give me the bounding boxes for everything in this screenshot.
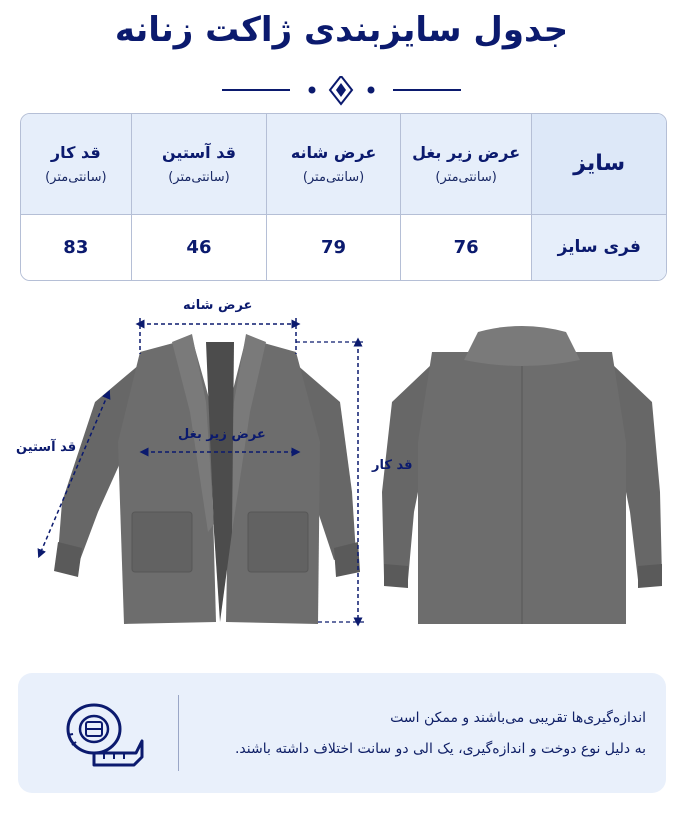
garment-illustration <box>0 292 683 642</box>
column-header-unit: (سانتی‌متر) <box>302 169 365 185</box>
column-header-length <box>21 114 131 214</box>
disclaimer-line-2: به دلیل نوع دوخت و اندازه‌گیری، یک الی دو سانت اختلاف داشته باشند. <box>234 741 646 757</box>
size-cell <box>531 215 666 280</box>
table-header-row <box>21 114 666 215</box>
disclaimer-line-1: اندازه‌گیری‌ها تقریبی می‌باشند و ممکن است <box>390 710 646 726</box>
disclaimer-box <box>18 673 666 793</box>
back-left-cuff <box>384 564 408 588</box>
column-header-name: قد آستین <box>161 142 236 162</box>
column-header-name: عرض زیر بغل <box>412 142 521 162</box>
ornament-dot-left <box>309 87 316 94</box>
column-header-underarm <box>400 114 532 214</box>
page-title: جدول سایزبندی ژاکت زنانه <box>114 10 569 50</box>
column-header-sleeve <box>131 114 267 214</box>
table-cell-sleeve <box>131 215 267 280</box>
back-collar <box>464 326 580 366</box>
size-table <box>20 113 667 281</box>
body-length-label: قد کار <box>372 458 413 473</box>
garment-figure <box>0 292 683 642</box>
cell-value: 46 <box>186 236 212 258</box>
table-cell-shoulder <box>266 215 400 280</box>
size-column-header <box>531 114 666 214</box>
shoulder-width-label: عرض شانه <box>183 298 253 313</box>
front-left-pocket <box>132 512 192 572</box>
front-jacket <box>54 334 360 624</box>
back-right-cuff <box>638 564 662 588</box>
cell-value: 76 <box>453 236 479 258</box>
size-value: فری سایز <box>557 237 641 258</box>
front-left-cuff <box>54 542 82 577</box>
table-cell-length <box>21 215 131 280</box>
back-jacket <box>382 326 662 624</box>
column-header-unit: (سانتی‌متر) <box>435 169 497 185</box>
front-right-pocket <box>248 512 308 572</box>
disclaimer-text <box>186 703 646 765</box>
column-header-name: عرض شانه <box>290 142 377 162</box>
table-cell-underarm <box>400 215 532 280</box>
size-header-label: سایز <box>573 151 626 177</box>
disclaimer-divider <box>178 695 179 771</box>
cell-value: 79 <box>321 236 347 258</box>
sleeve-length-label: قد آستین <box>16 440 77 455</box>
column-header-shoulder <box>266 114 400 214</box>
column-header-name: قد کار <box>50 142 101 162</box>
front-right-cuff <box>334 542 360 577</box>
measuring-tape-icon <box>56 693 146 773</box>
table-row <box>21 215 666 280</box>
ornament-dot-right <box>368 87 375 94</box>
column-header-unit: (سانتی‌متر) <box>45 169 107 185</box>
column-header-unit: (سانتی‌متر) <box>168 169 230 185</box>
underarm-width-label: عرض زیر بغل <box>178 427 266 442</box>
title-ornament <box>0 76 683 106</box>
cell-value: 83 <box>63 236 89 258</box>
